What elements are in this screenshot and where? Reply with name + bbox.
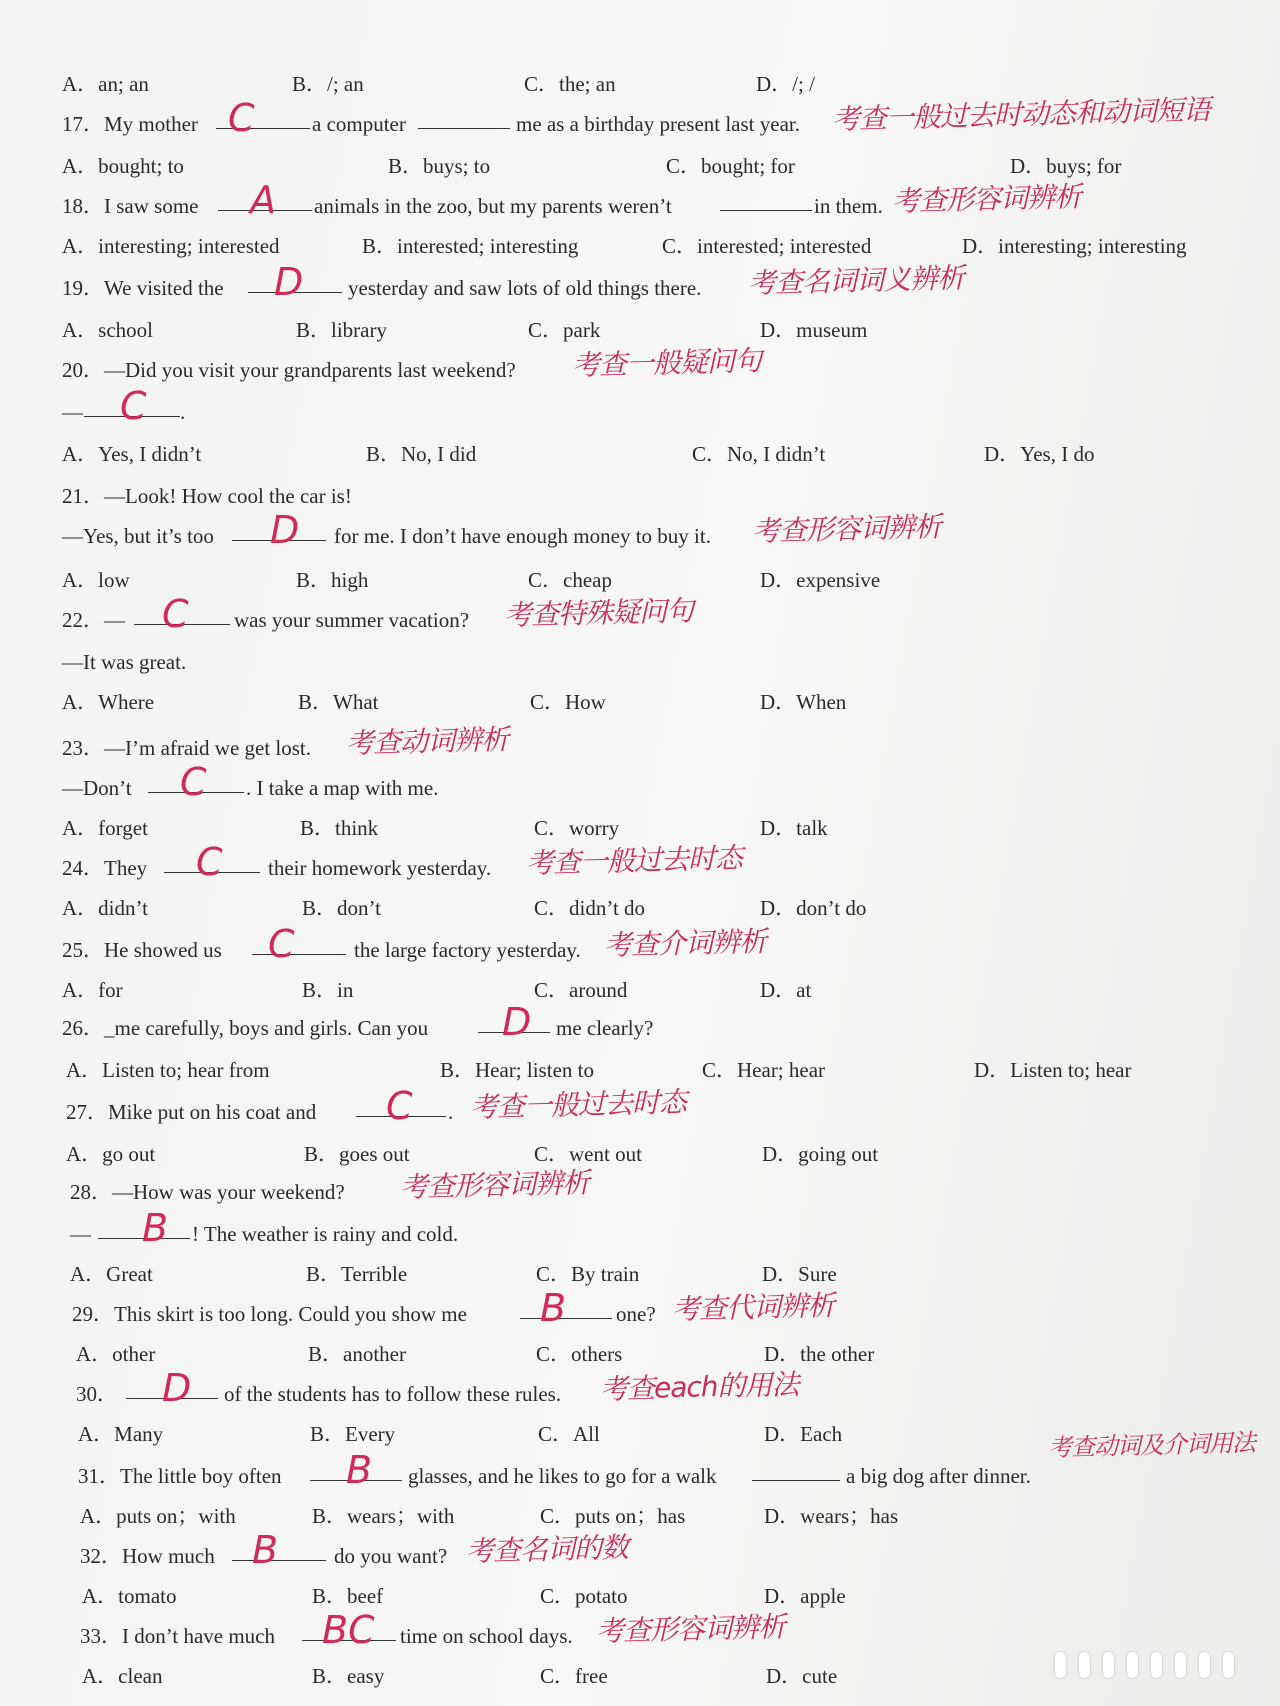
q24-options [0, 888, 1260, 928]
question-text: 18．I saw some [62, 194, 199, 218]
q32-options [0, 1576, 1260, 1616]
option-a: A．bought; to [62, 154, 184, 178]
question-26 [0, 1000, 1260, 1048]
question-25 [0, 922, 1260, 970]
question-text: 28．—How was your weekend? [70, 1180, 345, 1204]
option-d: D．cute [766, 1664, 838, 1688]
watermark-bars [1055, 1652, 1255, 1680]
option-b: B．easy [312, 1664, 385, 1688]
question-text: 31．The little boy often [78, 1464, 282, 1488]
handwritten-note: 考查一般过去时动态和动词短语 [831, 93, 1211, 136]
option-b: B．What [298, 690, 379, 714]
handwritten-answer: B [346, 1448, 373, 1492]
answer-blank [418, 128, 510, 129]
handwritten-note: 考查介词辨析 [603, 924, 767, 962]
handwritten-note: 考查一般过去时态 [469, 1085, 687, 1124]
option-c: C．cheap [528, 568, 612, 592]
question-text: glasses, and he likes to go for a walk [408, 1464, 717, 1488]
option-a: A．interesting; interested [62, 234, 280, 258]
option-a: A．didn’t [62, 896, 148, 920]
question-text: 20．—Did you visit your grandparents last weekend? [62, 358, 516, 382]
question-text: 32．How much [80, 1544, 215, 1568]
question-text: me clearly? [556, 1016, 654, 1040]
question-text: in them. [814, 194, 883, 218]
question-text: 25．He showed us [62, 938, 222, 962]
option-a: A．forget [62, 816, 148, 840]
handwritten-note: 考查特殊疑问句 [503, 594, 694, 632]
option-b: B．library [296, 318, 387, 342]
option-d: D．the other [764, 1342, 875, 1366]
option-b: B．wears；with [312, 1504, 455, 1528]
question-text: do you want? [334, 1544, 448, 1568]
question-18 [0, 178, 1260, 226]
option-c: C．the; an [524, 72, 616, 96]
question-text: 23．—I’m afraid we get lost. [62, 736, 312, 760]
question-text: animals in the zoo, but my parents weren’t [314, 194, 672, 218]
question-21-reply [0, 508, 1260, 556]
question-text: . [448, 1100, 454, 1124]
option-a: A．go out [66, 1142, 156, 1166]
option-c: C．Hear; hear [702, 1058, 826, 1082]
option-c: C．How [530, 690, 606, 714]
option-d: D．apple [764, 1584, 846, 1608]
option-b: B．don’t [302, 896, 381, 920]
option-a: A．other [76, 1342, 156, 1366]
option-d: D．When [760, 690, 847, 714]
option-d: D．museum [760, 318, 868, 342]
option-d: D．expensive [760, 568, 881, 592]
handwritten-answer: C [268, 922, 295, 966]
question-text: 30． [76, 1382, 118, 1406]
question-text: — [70, 1222, 91, 1246]
handwritten-note: 考查each的用法 [599, 1367, 799, 1406]
handwritten-note: 考查形容词辨析 [891, 180, 1082, 218]
question-text: for me. I don’t have enough money to buy it. [334, 524, 711, 548]
option-b: B．Hear; listen to [440, 1058, 594, 1082]
option-b: B．goes out [304, 1142, 410, 1166]
question-17 [0, 93, 1260, 144]
option-a: A．Great [70, 1262, 153, 1286]
handwritten-answer: D [270, 508, 300, 552]
option-b: B．high [296, 568, 369, 592]
question-text: 22．— [62, 608, 125, 632]
option-c: C．others [536, 1342, 623, 1366]
question-text: 33．I don’t have much [80, 1624, 275, 1648]
option-c: C．puts on；has [540, 1504, 686, 1528]
q28-options [0, 1254, 1260, 1294]
question-24 [0, 840, 1260, 888]
option-d: D．don’t do [760, 896, 867, 920]
option-c: C．No, I didn’t [692, 442, 826, 466]
option-c: C．interested; interested [662, 234, 872, 258]
question-33 [0, 1608, 1260, 1656]
handwritten-note: 考查名词词义辨析 [747, 261, 965, 300]
option-b: B．Every [310, 1422, 396, 1446]
option-b: B．buys; to [388, 154, 491, 178]
question-text: 29．This skirt is too long. Could you show me [72, 1302, 467, 1326]
option-c: C．All [538, 1422, 600, 1446]
handwritten-answer: C [162, 592, 189, 636]
option-c: C．bought; for [666, 154, 795, 178]
question-text: yesterday and saw lots of old things there. [348, 276, 702, 300]
option-b: B．Terrible [306, 1262, 408, 1286]
option-c: C．free [540, 1664, 608, 1688]
handwritten-note: 考查形容词辨析 [399, 1166, 590, 1204]
option-a: A．tomato [82, 1584, 177, 1608]
option-d: D．Each [764, 1422, 843, 1446]
question-text: their homework yesterday. [268, 856, 492, 880]
option-d: D．buys; for [1010, 154, 1122, 178]
handwritten-answer: BC [322, 1608, 375, 1652]
question-23-reply [0, 760, 1260, 808]
handwritten-note: 考查动词及介词用法 [1047, 1428, 1256, 1462]
option-a: A．school [62, 318, 153, 342]
option-d: D．talk [760, 816, 828, 840]
question-text: 17．My mother [62, 112, 198, 136]
handwritten-answer: B [540, 1286, 567, 1330]
option-d: D．/; / [756, 72, 815, 96]
question-text: 26．_me carefully, boys and girls. Can you [62, 1016, 429, 1040]
option-a: A．low [62, 568, 130, 592]
option-b: B．in [302, 978, 354, 1002]
option-a: A．Many [78, 1422, 164, 1446]
question-text: of the students has to follow these rules. [224, 1382, 562, 1406]
question-text: —Yes, but it’s too [62, 524, 214, 548]
handwritten-answer: D [502, 1000, 532, 1044]
question-text: was your summer vacation? [234, 608, 470, 632]
handwritten-answer: C [228, 96, 255, 140]
handwritten-note: 考查形容词辨析 [595, 1610, 786, 1648]
question-text: the large factory yesterday. [354, 938, 581, 962]
handwritten-answer: C [180, 760, 207, 804]
answer-blank [232, 1560, 326, 1561]
option-a: A．clean [82, 1664, 163, 1688]
question-20 [0, 344, 1260, 390]
option-c: C．didn’t do [534, 896, 646, 920]
option-d: D．Listen to; hear [974, 1058, 1132, 1082]
question-text: me as a birthday present last year. [516, 112, 800, 136]
option-c: C．around [534, 978, 628, 1002]
q31-options [0, 1496, 1260, 1536]
question-28-reply [0, 1206, 1260, 1254]
handwritten-answer: D [162, 1366, 192, 1410]
handwritten-answer: D [274, 260, 304, 304]
option-d: D．wears；has [764, 1504, 899, 1528]
option-c: C．went out [534, 1142, 642, 1166]
option-c: C．potato [540, 1584, 628, 1608]
question-27 [0, 1084, 1260, 1132]
handwritten-answer: A [250, 178, 276, 222]
option-d: D．interesting; interesting [962, 234, 1187, 258]
option-d: D．Yes, I do [984, 442, 1095, 466]
question-text: — [62, 400, 83, 424]
option-a: A．Listen to; hear from [66, 1058, 270, 1082]
question-text: ! The weather is rainy and cold. [192, 1222, 459, 1246]
option-d: D．going out [762, 1142, 879, 1166]
answer-blank [752, 1480, 840, 1481]
question-text: . [180, 400, 186, 424]
option-a: A．Where [62, 690, 155, 714]
answer-blank [720, 210, 812, 211]
handwritten-answer: C [120, 384, 147, 428]
option-b: B．beef [312, 1584, 384, 1608]
handwritten-answer: C [196, 840, 223, 884]
q22-options [0, 682, 1260, 722]
question-text: 21．—Look! How cool the car is! [62, 484, 352, 508]
handwritten-note: 考查一般过去时态 [525, 841, 743, 880]
handwritten-note: 考查一般疑问句 [571, 344, 762, 382]
question-29 [0, 1286, 1260, 1334]
question-22-reply [0, 642, 1260, 682]
question-32 [0, 1528, 1260, 1576]
question-22 [0, 592, 1260, 640]
q20-options [0, 434, 1260, 474]
option-b: B．No, I did [366, 442, 477, 466]
option-c: C．park [528, 318, 601, 342]
handwritten-note: 考查动词辨析 [345, 722, 509, 760]
option-d: D．at [760, 978, 812, 1002]
question-21 [0, 476, 1260, 516]
question-text: a big dog after dinner. [846, 1464, 1031, 1488]
handwritten-answer: B [142, 1206, 169, 1250]
handwritten-note: 考查名词的数 [465, 1530, 629, 1568]
q18-options [0, 226, 1260, 266]
option-a: A．puts on；with [80, 1504, 236, 1528]
option-c: C．By train [536, 1262, 640, 1286]
option-b: B．another [308, 1342, 406, 1366]
option-a: A．for [62, 978, 123, 1002]
handwritten-note: 考查形容词辨析 [751, 510, 942, 548]
option-a: A．an; an [62, 72, 149, 96]
option-a: A．Yes, I didn’t [62, 442, 202, 466]
question-19 [0, 260, 1260, 308]
option-d: D．Sure [762, 1262, 837, 1286]
question-text: 19．We visited the [62, 276, 224, 300]
option-c: C．worry [534, 816, 620, 840]
question-31-note [0, 1428, 1260, 1472]
question-20-reply [0, 384, 1260, 432]
option-b: B．interested; interesting [362, 234, 579, 258]
q25-options [0, 970, 1260, 1010]
answer-blank [252, 954, 346, 955]
question-30 [0, 1366, 1260, 1414]
handwritten-note: 考查代词辨析 [671, 1288, 835, 1326]
question-text: 24．They [62, 856, 148, 880]
question-28 [0, 1166, 1260, 1212]
question-text: —Don’t [62, 776, 132, 800]
q27-options [0, 1134, 1260, 1174]
option-b: B．think [300, 816, 379, 840]
question-text: one? [616, 1302, 656, 1326]
question-text: 27．Mike put on his coat and [66, 1100, 317, 1124]
option-b: B．/; an [292, 72, 364, 96]
question-text: —It was great. [62, 650, 187, 674]
question-text: a computer [312, 112, 406, 136]
question-text: . I take a map with me. [246, 776, 439, 800]
handwritten-answer: B [252, 1528, 279, 1572]
handwritten-answer: C [386, 1084, 413, 1128]
question-text: time on school days. [400, 1624, 573, 1648]
